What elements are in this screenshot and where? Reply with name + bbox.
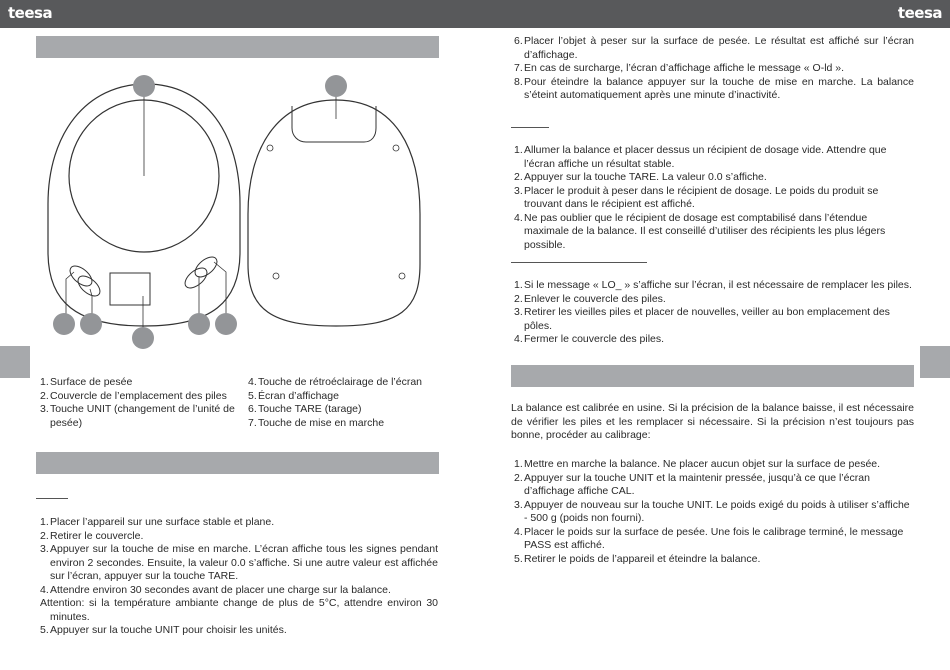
- list-item-text: Couvercle de l’emplacement des piles: [50, 389, 227, 402]
- usage-instructions: [40, 516, 438, 638]
- list-item-text: Appuyer de nouveau sur la touche UNIT. Le poids exigé du poids à utiliser s’affiche - 500 g (poids non fourni).: [524, 498, 910, 524]
- calibration-steps: [514, 458, 914, 566]
- list-item-number: 3.: [40, 543, 49, 555]
- weighing-steps: [514, 35, 914, 103]
- callout-2: [325, 75, 347, 97]
- screw-hole: [273, 273, 279, 279]
- list-item-text: Appuyer sur la touche TARE. La valeur 0.0 s’affiche.: [524, 171, 767, 183]
- list-item: [248, 417, 443, 431]
- list-item-number: 5.: [248, 389, 257, 402]
- list-item-text: Appuyer sur la touche UNIT pour choisir les unités.: [50, 624, 287, 636]
- list-item-number: 4.: [514, 525, 523, 538]
- callout-5: [215, 313, 237, 335]
- list-item-number: 7.: [514, 62, 523, 74]
- list-item-number: 1.: [40, 376, 49, 388]
- list-item-text: En cas de surcharge, l’écran d’affichage affiche le message « O-ld ».: [524, 62, 845, 74]
- list-item-text: Mettre en marche la balance. Ne placer aucun objet sur la surface de pesée.: [524, 458, 881, 470]
- list-item: [514, 553, 914, 567]
- list-item-text: Placer le poids sur la surface de pesée. Une fois le calibrage terminé, le message PASS est affiché.: [524, 525, 904, 551]
- list-item-text: Placer l’objet à peser sur la surface de pesée. Le résultat est affiché sur l’écran d’affichage.: [524, 35, 914, 61]
- list-item-text: Si le message « LO_ » s’affiche sur l’écran, il est nécessaire de remplacer les piles.: [524, 279, 912, 291]
- list-item-text: Touche de rétroéclairage de l’écran: [258, 376, 423, 388]
- list-item-text: Retirer les vieilles piles et placer de nouvelles, veiller au bon emplacement des pôles.: [524, 306, 890, 332]
- list-item-text: Placer l’appareil sur une surface stable et plane.: [50, 516, 275, 528]
- subheading-rule: [36, 498, 68, 499]
- list-item: [248, 376, 443, 390]
- list-item-number: 4.: [514, 333, 523, 345]
- top-bar: [0, 0, 950, 28]
- list-item-text: Touche UNIT (changement de l’unité de pesée): [50, 403, 235, 429]
- list-item-text: Enlever le couvercle des piles.: [524, 292, 666, 305]
- list-item-text: Attendre environ 30 secondes avant de placer une charge sur la balance.: [50, 583, 391, 596]
- callout-6: [188, 313, 210, 335]
- list-item: [514, 171, 914, 185]
- list-item-text: Appuyer sur la touche de mise en marche. L’écran affiche tous les signes pendant environ 2 secondes. Ensuite, la valeur 0.0 s’affiche. Si une autre valeur est affichée sur l’écran, appuyer sur la touche TARE.: [50, 543, 438, 582]
- section-header-bar: [36, 452, 439, 474]
- list-item: [40, 624, 438, 638]
- list-item-text: Retirer le poids de l’appareil et éteindre la balance.: [524, 552, 761, 565]
- list-item: [40, 403, 240, 430]
- list-item-text: Ne pas oublier que le récipient de dosage est comptabilisé dans l’étendue maximale de la balance. Il est conseillé d’utiliser des récipients les plus légers possible.: [524, 211, 886, 251]
- list-item: [514, 279, 916, 293]
- list-item-number: 1.: [514, 458, 523, 470]
- list-item: [514, 306, 916, 333]
- list-item-number: 7.: [248, 416, 257, 429]
- list-item-text: Placer le produit à peser dans le récipient de dosage. Le poids du produit se trouvant dans le récipient est affiché.: [524, 184, 879, 210]
- list-item: [40, 584, 438, 598]
- attention-note: Attention: si la température ambiante change de plus de 5°C, attendre environ 30 minutes.: [40, 597, 438, 623]
- display-screen: [110, 273, 150, 305]
- list-item: [514, 472, 914, 499]
- scale-diagram: [36, 64, 439, 354]
- list-item-text: Touche TARE (tarage): [258, 403, 362, 415]
- list-item-number: 5.: [40, 624, 49, 636]
- list-item: [514, 212, 914, 253]
- list-item-text: Fermer le couvercle des piles.: [524, 333, 665, 345]
- list-item: [514, 293, 916, 307]
- list-item-number: 6.: [248, 403, 257, 415]
- list-item: [514, 526, 914, 553]
- list-item: [514, 333, 916, 347]
- screw-hole: [393, 145, 399, 151]
- list-item-number: 2.: [514, 171, 523, 183]
- tare-steps: [514, 144, 914, 252]
- subheading-rule: [511, 262, 647, 263]
- page-side-tab: [920, 346, 950, 378]
- list-item-number: 3.: [514, 306, 523, 318]
- list-item: [248, 390, 443, 404]
- section-header-bar: [511, 365, 914, 387]
- brand-logo: teesa: [897, 4, 942, 22]
- callout-1: [133, 75, 155, 97]
- list-item-text: Appuyer sur la touche UNIT et la maintenir pressée, jusqu’à ce que l’écran d’affichage affiche CAL.: [524, 471, 870, 497]
- list-item: [514, 76, 914, 103]
- list-item-number: 2.: [514, 292, 523, 305]
- subheading-rule: [511, 127, 549, 128]
- scale-back-outline: [248, 100, 420, 326]
- parts-list-col2: [248, 376, 443, 430]
- list-item: [514, 144, 914, 171]
- parts-list-col1: [40, 376, 240, 430]
- list-item-number: 2.: [40, 389, 49, 402]
- list-item-number: 3.: [40, 403, 49, 415]
- list-item-text: Allumer la balance et placer dessus un récipient de dosage vide. Attendre que l’écran affiche un résultat stable.: [524, 144, 887, 170]
- battery-cover: [292, 106, 376, 142]
- list-item-number: 1.: [514, 144, 523, 156]
- list-item: [248, 403, 443, 417]
- list-item: [40, 376, 240, 390]
- list-item-number: 2.: [514, 471, 523, 484]
- list-item-number: 4.: [40, 583, 49, 596]
- list-item: [514, 185, 914, 212]
- list-item: [40, 516, 438, 530]
- callout-7: [132, 327, 154, 349]
- section-header-bar: [36, 36, 439, 58]
- list-item-number: 3.: [514, 184, 523, 197]
- page-side-tab: [0, 346, 30, 378]
- list-item: [40, 390, 240, 404]
- battery-steps: [514, 279, 916, 347]
- screw-hole: [267, 145, 273, 151]
- list-item: [514, 35, 914, 62]
- list-item-number: 6.: [514, 35, 523, 47]
- list-item: [514, 458, 914, 472]
- list-item-text: Surface de pesée: [50, 376, 133, 388]
- list-item: [40, 530, 438, 544]
- list-item-text: Pour éteindre la balance appuyer sur la touche de mise en marche. La balance s’éteint automatiquement après une minute d’inactivité.: [524, 75, 914, 101]
- list-item-number: 1.: [40, 516, 49, 528]
- brand-logo: teesa: [8, 4, 53, 22]
- callout-3: [53, 313, 75, 335]
- list-item-text: Retirer le couvercle.: [50, 529, 144, 542]
- list-item-number: 5.: [514, 552, 523, 565]
- list-item: [514, 499, 914, 526]
- list-item-number: 3.: [514, 498, 523, 511]
- screw-hole: [399, 273, 405, 279]
- list-item-text: Écran d’affichage: [258, 389, 339, 402]
- list-item-number: 4.: [248, 376, 257, 388]
- list-item: [514, 62, 914, 76]
- list-item-number: 8.: [514, 75, 523, 88]
- callout-4: [80, 313, 102, 335]
- list-item-number: 1.: [514, 279, 523, 291]
- list-item-number: 2.: [40, 529, 49, 542]
- list-item-number: 4.: [514, 211, 523, 224]
- list-item: [40, 543, 438, 584]
- calibration-intro: La balance est calibrée en usine. Si la précision de la balance baisse, il est nécessaire de vérifier les piles et les remplacer si nécessaire. Si la précision n’est toujours pas bonne, procéder au calibrage:: [511, 402, 914, 441]
- list-item-text: Touche de mise en marche: [258, 416, 385, 429]
